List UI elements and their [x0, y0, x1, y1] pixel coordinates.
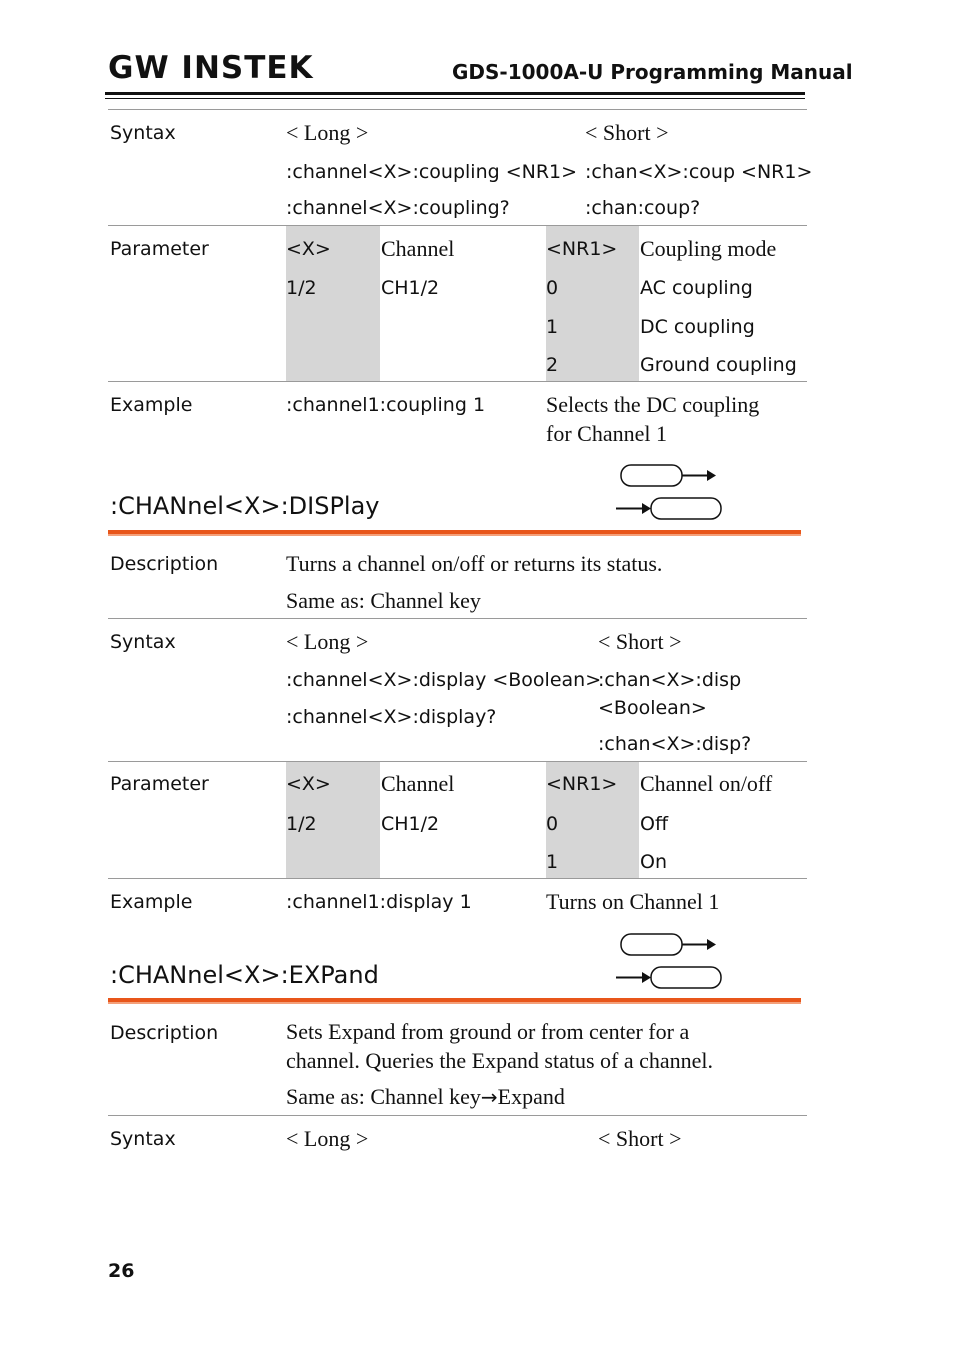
description-text-part: Expand [497, 1084, 565, 1109]
param-x-value: 1/2 [286, 813, 317, 835]
set-query-icon [614, 463, 724, 521]
long-header: < Long > [286, 120, 369, 145]
divider [108, 225, 807, 226]
header-rule-thin [105, 98, 805, 99]
param-mode-value: Ground coupling [640, 354, 797, 376]
heading-underline-light [108, 534, 801, 536]
param-mode-value: AC coupling [640, 277, 753, 299]
long-query-command: :channel<X>:coupling? [286, 197, 510, 219]
param-x-value: 1/2 [286, 277, 317, 299]
long-header: < Long > [286, 1126, 369, 1151]
short-set-command: :chan<X>:disp [598, 669, 742, 691]
divider [108, 109, 807, 110]
heading-underline-light [108, 1002, 801, 1004]
example-command: :channel1:coupling 1 [286, 394, 486, 416]
parameter-label: Parameter [110, 238, 209, 260]
example-label: Example [110, 394, 193, 416]
description-text-part: Same as: Channel key [286, 1084, 481, 1109]
syntax-label: Syntax [110, 631, 176, 653]
description-text: channel. Queries the Expand status of a channel. [286, 1048, 714, 1073]
short-header: < Short > [598, 1126, 682, 1151]
description-text [286, 1084, 565, 1110]
param-nr1-value: 2 [546, 354, 559, 376]
syntax-label: Syntax [110, 122, 176, 144]
param-nr1-header: <NR1> [546, 238, 618, 260]
param-nr1-header: <NR1> [546, 773, 618, 795]
param-channel-value: CH1/2 [381, 277, 440, 299]
example-description: Turns on Channel 1 [546, 889, 720, 914]
parameter-label: Parameter [110, 773, 209, 795]
description-label: Description [110, 553, 219, 575]
short-header: < Short > [585, 120, 669, 145]
param-x-header: <X> [286, 773, 331, 795]
divider [108, 381, 807, 382]
short-set-command: :chan<X>:coup <NR1> [585, 161, 813, 183]
short-query-command: :chan:coup? [585, 197, 701, 219]
description-label: Description [110, 1022, 219, 1044]
param-nr1-value: 0 [546, 813, 559, 835]
param-channel-header: Channel [381, 236, 455, 261]
section-heading: :CHANnel<X>:EXPand [110, 961, 379, 989]
short-set-command: <Boolean> [598, 697, 707, 719]
syntax-label: Syntax [110, 1128, 176, 1150]
divider [108, 878, 807, 879]
long-query-command: :channel<X>:display? [286, 706, 497, 728]
param-channel-value: CH1/2 [381, 813, 440, 835]
page-number: 26 [108, 1260, 135, 1282]
example-command: :channel1:display 1 [286, 891, 472, 913]
description-text: Same as: Channel key [286, 588, 481, 613]
param-x-header: <X> [286, 238, 331, 260]
param-mode-header: Channel on/off [640, 771, 773, 796]
param-mode-header: Coupling mode [640, 236, 777, 261]
short-query-command: :chan<X>:disp? [598, 733, 752, 755]
description-text: Turns a channel on/off or returns its status. [286, 551, 663, 576]
param-channel-header: Channel [381, 771, 455, 796]
set-query-icon [614, 932, 724, 990]
example-label: Example [110, 891, 193, 913]
param-mode-value: On [640, 851, 667, 873]
param-nr1-value: 0 [546, 277, 559, 299]
long-set-command: :channel<X>:coupling <NR1> [286, 161, 578, 183]
divider [108, 1115, 807, 1116]
section-heading: :CHANnel<X>:DISPlay [110, 492, 380, 520]
example-description: Selects the DC coupling [546, 392, 760, 417]
param-mode-value: DC coupling [640, 316, 755, 338]
short-header: < Short > [598, 629, 682, 654]
param-nr1-value: 1 [546, 851, 559, 873]
manual-title: GDS-1000A-U Programming Manual [452, 60, 853, 84]
gw-instek-logo: GW INSTEK [108, 50, 314, 86]
param-mode-value: Off [640, 813, 669, 835]
divider [108, 618, 807, 619]
divider [108, 761, 807, 762]
right-arrow-icon: → [480, 1085, 498, 1109]
example-description: for Channel 1 [546, 421, 667, 446]
header-rule-thick [105, 92, 805, 95]
param-nr1-value: 1 [546, 316, 559, 338]
long-header: < Long > [286, 629, 369, 654]
description-text: Sets Expand from ground or from center for a [286, 1019, 690, 1044]
long-set-command: :channel<X>:display <Boolean> [286, 669, 602, 691]
